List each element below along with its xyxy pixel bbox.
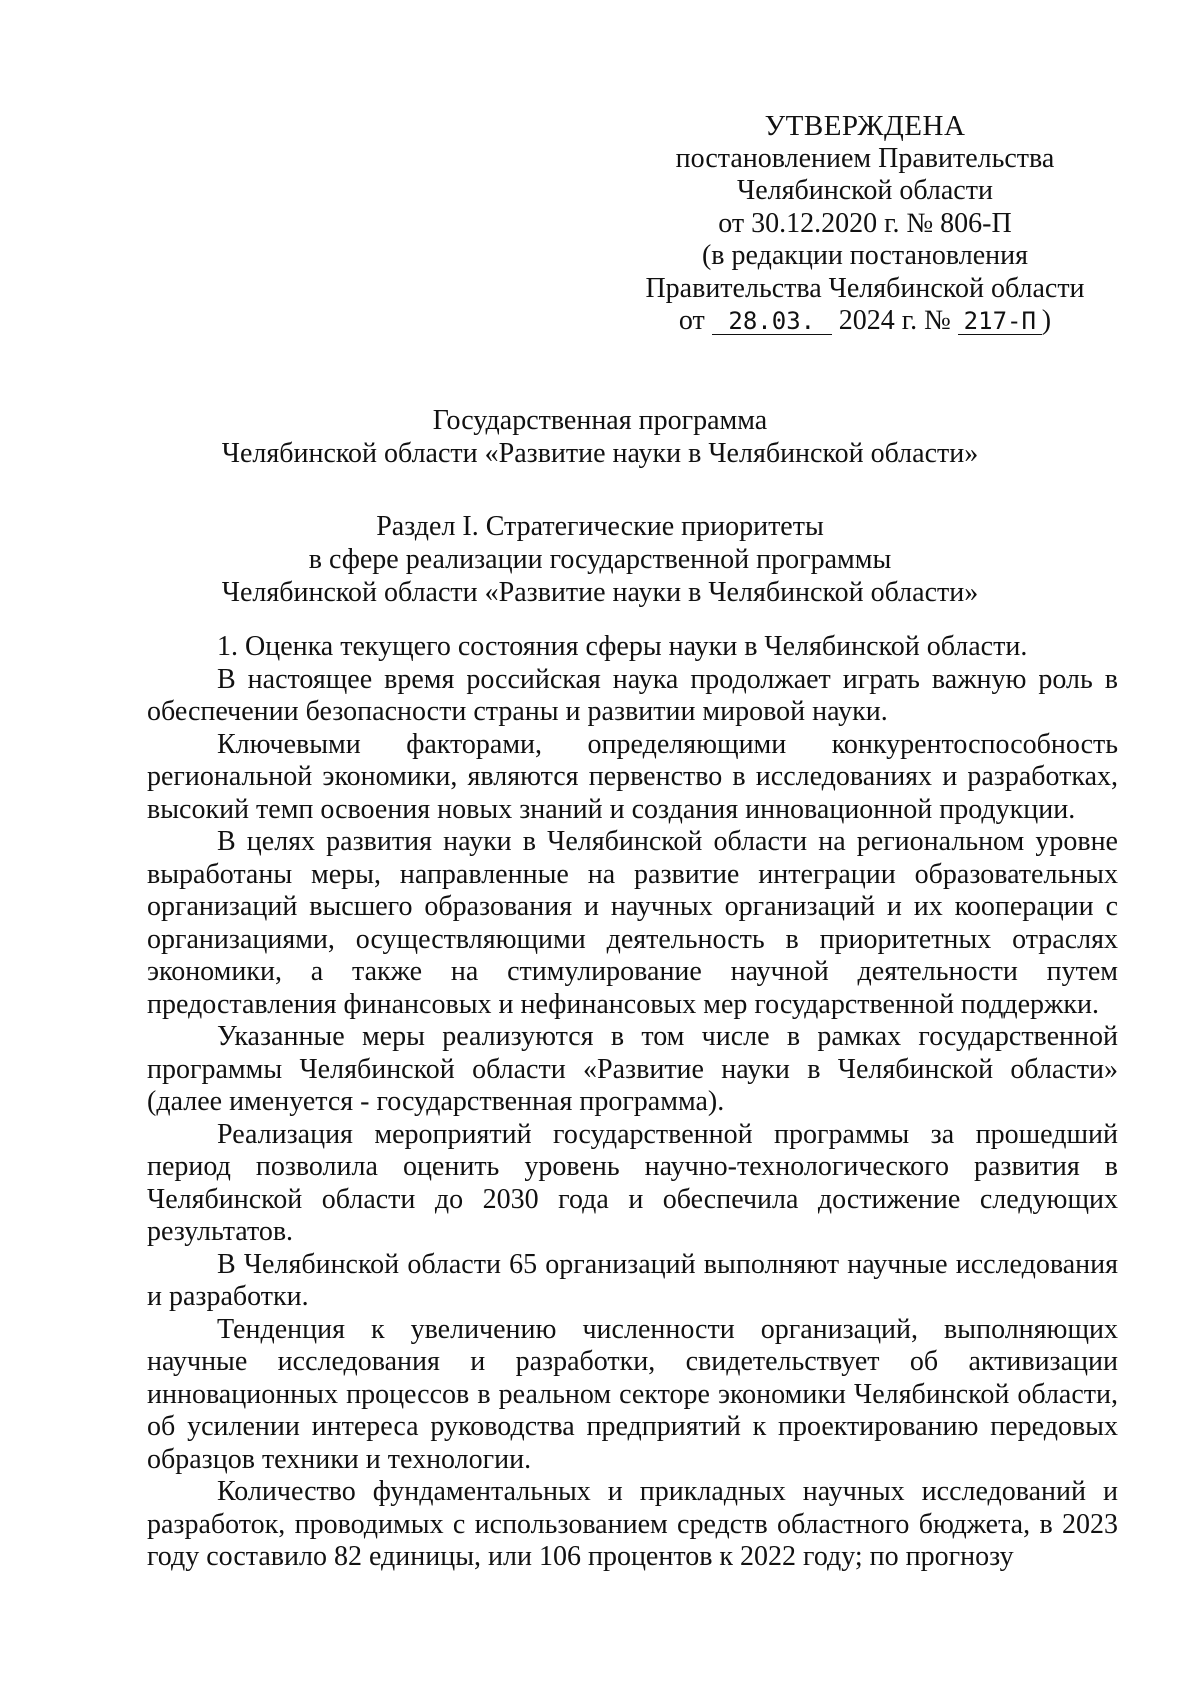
paragraph: В настоящее время российская наука продолжает играть важную роль в обеспечении безопасности страны и развитии мировой науки. [147, 663, 1118, 727]
amendment-closing-paren: ) [1041, 305, 1052, 336]
section-heading [60, 510, 1140, 609]
paragraph: В Челябинской области 65 организаций выполняют научные исследования и разработки. [147, 1248, 1118, 1312]
approval-line: от 30.12.2020 г. № 806-П [718, 207, 1012, 239]
paragraph: Реализация мероприятий государственной программы за прошедший период позволила оценить уровень научно-технологического развития в Челябинской области до 2030 года и обеспечила достижение следующих результатов. [147, 1118, 1118, 1247]
amendment-number-field: 217-П [958, 308, 1042, 335]
paragraph: 1. Оценка текущего состояния сферы науки в Челябинской области. [217, 631, 1028, 662]
approval-title: УТВЕРЖДЕНА [764, 110, 966, 142]
approval-line: постановлением Правительства [675, 142, 1055, 174]
amendment-date-field: 28.03. [712, 308, 832, 335]
section-heading-line: Челябинской области «Развитие науки в Челябинской области» [221, 577, 979, 608]
paragraph: В целях развития науки в Челябинской области на региональном уровне выработаны меры, направленные на развитие интеграции образовательных организаций высшего образования и научных организаций и их кооперации с организациями, осуществляющими деятельность в приоритетных отраслях экономики, а также на стимулирование научной деятельности путем предоставления финансовых и нефинансовых мер государственной поддержки. [147, 826, 1118, 1020]
amendment-prefix: от [678, 305, 705, 336]
section-heading-line: Раздел I. Стратегические приоритеты [376, 511, 824, 542]
approval-line: Челябинской области [737, 175, 993, 206]
program-heading-line: Государственная программа [432, 405, 768, 436]
approval-line: (в редакции постановления [701, 240, 1029, 271]
paragraph: Тенденция к увеличению численности организаций, выполняющих научные исследования и разработки, свидетельствует об активизации инновационных процессов в реальном секторе экономики Челябинской области, об усилении интереса руководства предприятий к проектированию передовых образцов техники и технологии. [147, 1313, 1118, 1475]
section-heading-line: в сфере реализации государственной программы [308, 544, 892, 575]
approval-line: Правительства Челябинской области [645, 272, 1085, 304]
body-text [147, 631, 1118, 1574]
amendment-year-text: 2024 г. № [838, 305, 951, 336]
paragraph: Количество фундаментальных и прикладных научных исследований и разработок, проводимых с использованием средств областного бюджета, в 2023 году составило 82 единицы, или 106 процентов к 2022 году; по прогнозу [147, 1476, 1118, 1572]
amendment-line [640, 305, 1090, 338]
program-heading-line: Челябинской области «Развитие науки в Челябинской области» [221, 438, 979, 469]
paragraph: Ключевыми факторами, определяющими конкурентоспособность региональной экономики, являются первенство в исследованиях и разработках, высокий темп освоения новых знаний и создания инновационной продукции. [147, 728, 1118, 825]
paragraph: Указанные меры реализуются в том числе в рамках государственной программы Челябинской области «Развитие науки в Челябинской области» (далее именуется - государственная программа). [147, 1021, 1118, 1117]
approval-block [640, 110, 1090, 338]
program-heading [60, 404, 1140, 470]
